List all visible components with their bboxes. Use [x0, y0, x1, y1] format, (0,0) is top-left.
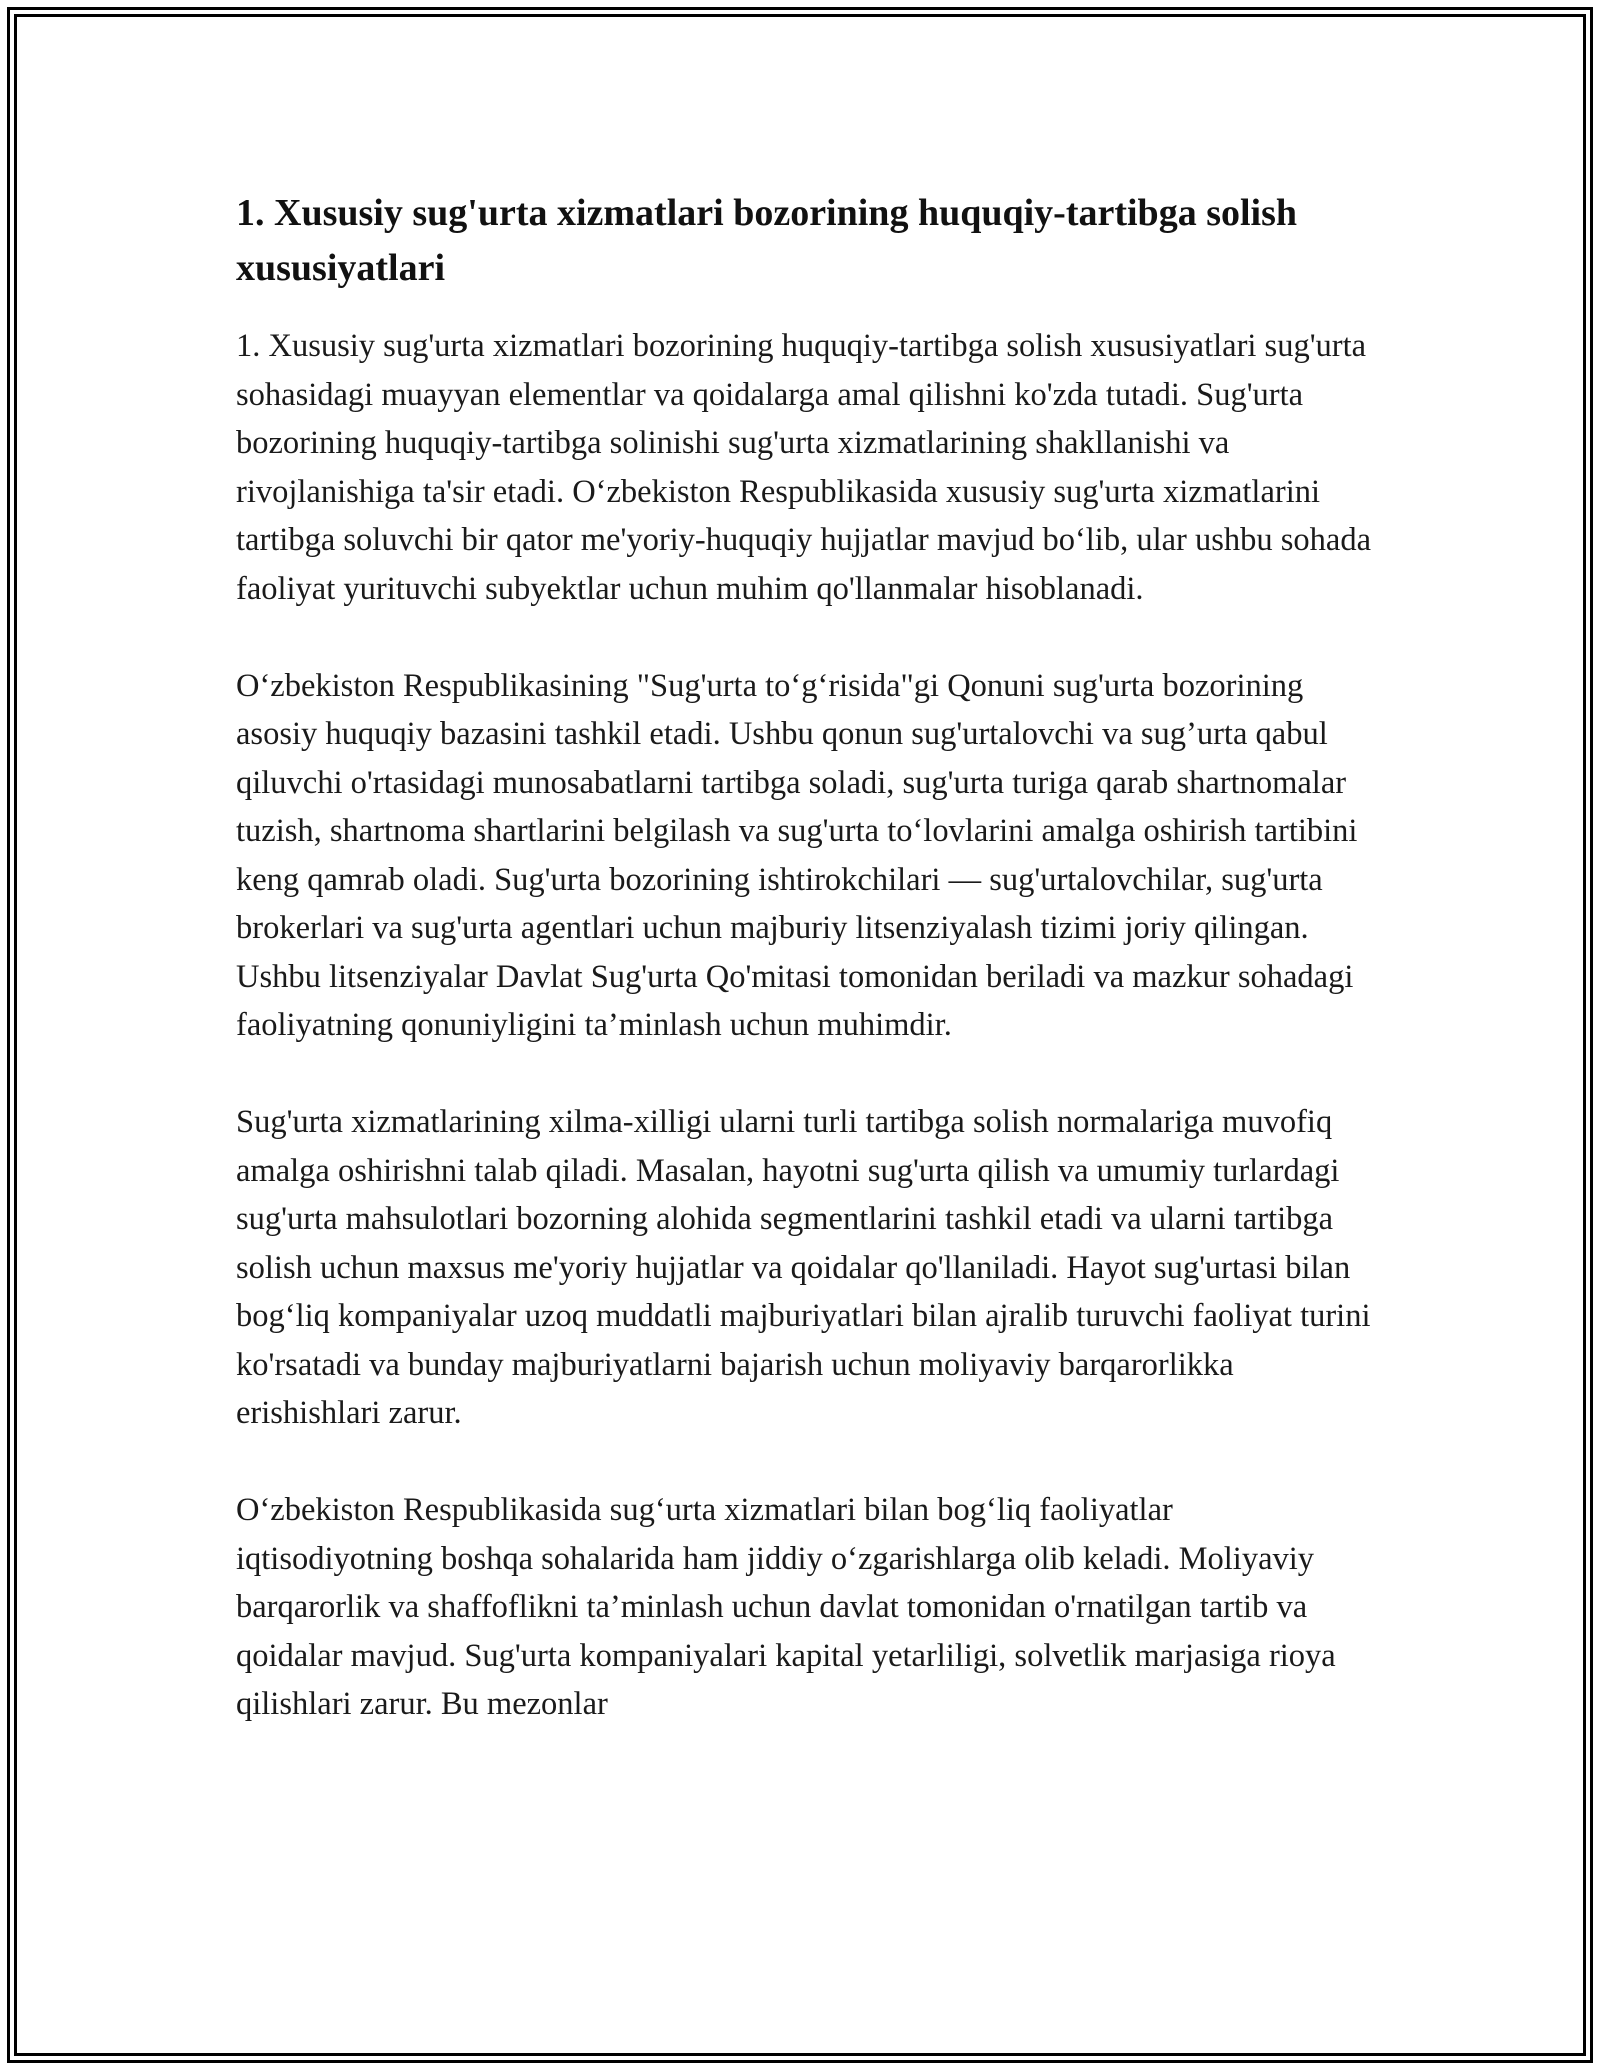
paragraph-2: O‘zbekiston Respublikasining "Sug'urta to‘g‘risida"gi Qonuni sug'urta bozorining asosiy huquqiy bazasini tashkil etadi. Ushbu qonun sug'urtalovchi va sug’urta qabul qiluvchi o'rtasidagi munosabatlarni tartibga soladi, sug'urta turiga qarab shartnomalar tuzish, shartnoma shartlarini belgilash va sug'urta to‘lovlarini amalga oshirish tartibini keng qamrab oladi. Sug'urta bozorining ishtirokchilari — sug'urtalovchilar, sug'urta brokerlari va sug'urta agentlari uchun majburiy litsenziyalash tizimi joriy qilingan. Ushbu litsenziyalar Davlat Sug'urta Qo'mitasi tomonidan beriladi va mazkur sohadagi faoliyatning qonuniyligini ta’minlash uchun muhimdir.	[236, 667, 1358, 1043]
paragraph-3: Sug'urta xizmatlarining xilma-xilligi ularni turli tartibga solish normalariga muvofiq amalga oshirishni talab qiladi. Masalan, hayotni sug'urta qilish va umumiy turlardagi sug'urta mahsulotlari bozorning alohida segmentlarini tashkil etadi va ularni tartibga solish uchun maxsus me'yoriy hujjatlar va qoidalar qo'llaniladi. Hayot sug'urtasi bilan bog‘liq kompaniyalar uzoq muddatli majburiyatlari bilan ajralib turuvchi faoliyat turini ko'rsatadi va bunday majburiyatlarni bajarish uchun moliyaviy barqarorlikka erishishlari zarur.	[236, 1104, 1371, 1431]
document-body	[236, 186, 1376, 1777]
paragraph-1: 1. Xususiy sug'urta xizmatlari bozorining huquqiy-tartibga solish xususiyatlari sug'urta sohasidagi muayyan elementlar va qoidalarga amal qilishni ko'zda tutadi. Sug'urta bozorining huquqiy-tartibga solinishi sug'urta xizmatlarining shakllanishi va rivojlanishiga ta'sir etadi. O‘zbekiston Respublikasida xususiy sug'urta xizmatlarini tartibga soluvchi bir qator me'yoriy-huquqiy hujjatlar mavjud bo‘lib, ular ushbu sohada faoliyat yurituvchi subyektlar uchun muhim qo'llanmalar hisoblanadi.	[236, 328, 1371, 607]
paragraph-4: O‘zbekiston Respublikasida sug‘urta xizmatlari bilan bog‘liq faoliyatlar iqtisodiyotning boshqa sohalarida ham jiddiy o‘zgarishlarga olib keladi. Moliyaviy barqarorlik va shaffoflikni ta’minlash uchun davlat tomonidan o'rnatilgan tartib va qoidalar mavjud. Sug'urta kompaniyalari kapital yetarliligi, solvetlik marjasiga rioya qilishlari zarur. Bu mezonlar	[236, 1492, 1336, 1722]
section-heading: 1. Xususiy sug'urta xizmatlari bozorining huquqiy-tartibga solish xususiyatlari	[236, 192, 1298, 289]
